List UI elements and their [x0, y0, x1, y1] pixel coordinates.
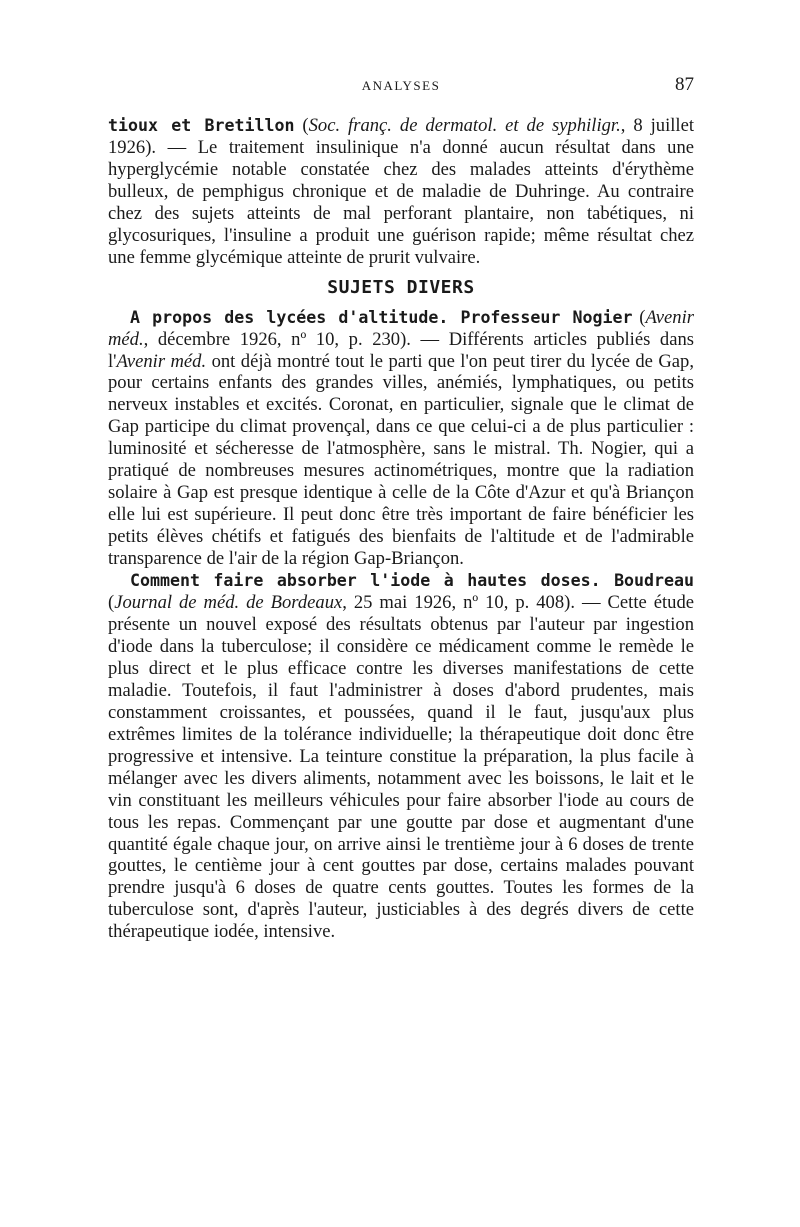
citation-details: , décembre 1926, nº 10, p. 230). — Différents articles publiés dans l': [108, 328, 694, 372]
running-head: [108, 74, 694, 102]
body-text: [108, 115, 694, 943]
citation-open: (: [108, 592, 115, 614]
article-body: Le traitement insulinique n'a donné aucun résultat dans une hyperglycémie notable constatée chez des malades atteints d'érythème bulleux, de pemphigus chronique et de maladie de Duhringe. Au contraire chez des sujets atteints de mal perforant plantaire, non tabétiques, ni glycosuriques, l'insuline a produit une guérison rapide; même résultat chez une femme glycémique atteinte de prurit vulvaire.: [108, 136, 695, 268]
citation-source: Avenir méd.: [108, 306, 694, 350]
section-heading: SUJETS DIVERS: [327, 276, 475, 298]
article-body: Cette étude présente un nouvel exposé des résultats obtenus par l'auteur par ingestion d'iode dans la tuberculose; il considère ce médicament comme le remède le plus direct et le plus efficace contre les diverses manifestations de cette maladie. Toutefois, il faut l'administrer à doses d'abord prudentes, mais constamment croissantes, et poussées, quand il le faut, jusqu'aux plus extrêmes limites de la tolérance individuelle; la thérapeutique doit donc être progressive et intensive. La teinture constitue la préparation, la plus facile à mélanger avec les divers aliments, notamment avec les boissons, le lait et le vin constituant les meilleurs véhicules pour faire absorber l'iode au cours de tous les repas. Commençant par une goutte par dose et augmentant d'une quantité égale chaque jour, on arrive ainsi le trentième jour à 6 doses de trente gouttes, le centième jour à cent gouttes par dose, certains malades pouvant prendre jusqu'à 6 doses de quatre cents gouttes. Toutes les formes de la tuberculose sont, d'après l'auteur, justiciables à des degrés divers de cette thérapeutique iodée, intensive.: [108, 592, 694, 943]
page-number: 87: [675, 74, 694, 95]
citation-details: , 25 mai 1926, nº 10, p. 408). —: [342, 592, 608, 614]
citation-open: (: [294, 115, 309, 136]
article-title: Comment faire absorber l'iode à hautes doses. Boudreau: [130, 571, 694, 591]
citation-source: Journal de méd. de Bordeaux: [114, 592, 343, 614]
article-iode-hautes-doses: [108, 570, 694, 943]
article-title: A propos des lycées d'altitude. Professeur Nogier: [130, 307, 633, 327]
running-title: ANALYSES: [361, 78, 441, 93]
citation-details: , 8 juillet 1926). —: [108, 115, 695, 158]
citation-source-inline: Avenir méd.: [116, 350, 207, 372]
article-continuation: [108, 115, 694, 269]
article-authors: tioux et Bretillon: [108, 116, 295, 135]
article-body: ont déjà montré tout le parti que l'on peut tirer du lycée de Gap, pour certains enfants des grandes villes, anémiés, lymphatiques, ou petits nerveux instables et excités. Coronat, en particulier, signale que le climat de Gap participe du climat provençal, dans ce que celui-ci a de plus particulier : luminosité et sécheresse de l'atmosphère, sans le mistral. Th. Nogier, qui a pratiqué de nombreuses mesures actinométriques, montre que la radiation solaire à Gap est presque identique à celle de la Côte d'Azur et qu'à Briançon elle lui est supérieure. Il peut donc être très important de faire bénéficier les petits élèves chétifs et fatigués des bienfaits de l'altitude et de l'admirable transparence de l'air de la région Gap-Briançon.: [108, 350, 694, 570]
article-lycees-altitude: [108, 307, 694, 570]
citation-open: (: [632, 306, 646, 328]
citation-source: Soc. franç. de dermatol. et de syphiligr.: [308, 115, 621, 136]
